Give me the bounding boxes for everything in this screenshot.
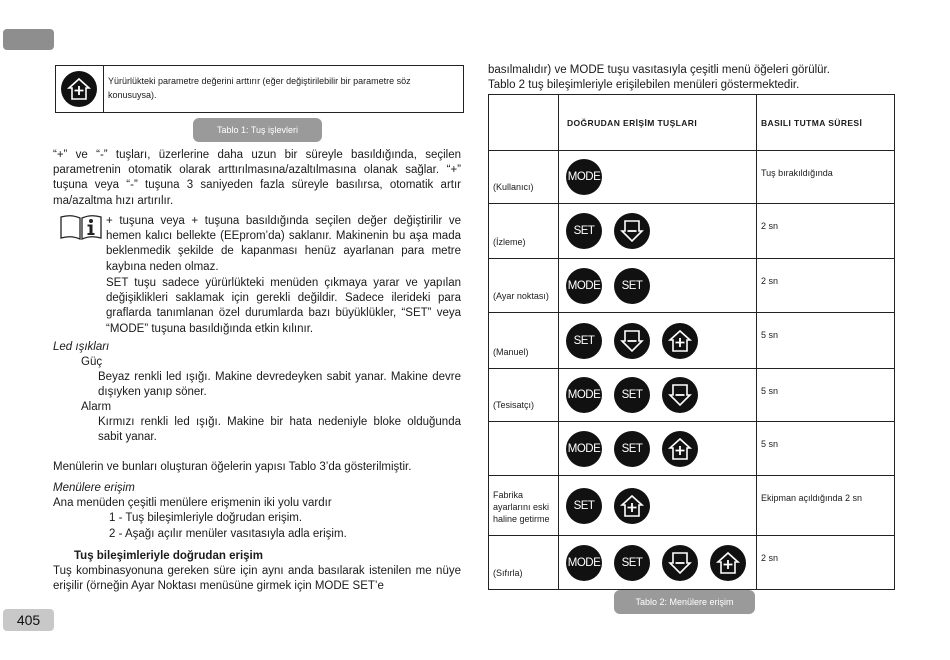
- hold-time: Tuş bırakıldığında: [761, 168, 833, 178]
- menu-label-cell: [489, 476, 559, 536]
- keys-cell: [559, 536, 757, 590]
- set-key-icon: [566, 488, 602, 524]
- hold-time: 2 sn: [761, 553, 779, 563]
- key-text: MODE: [567, 556, 601, 569]
- col-keys-header: DOĞRUDAN ERİŞİM TUŞLARI: [559, 95, 757, 151]
- note-set-paragraph: SET tuşu sadece yürürlükteki menüden çıkmaya yarar ve yapılan değişiklikleri saklamak için gerekli değildir. Sadece ilerideki para graflarda tanımlanan özel durumlarda bazı büyüklükler, “SET” veya “MODE” tuşuna basıldığında etkin kılınır.: [106, 277, 461, 335]
- menu-label: (Ayar noktası): [493, 291, 549, 301]
- info-book-icon: [59, 213, 103, 246]
- hold-time-cell: [757, 476, 895, 536]
- menu-label: Fabrika ayarlarını eski haline getirme: [493, 490, 550, 524]
- set-key-icon: [614, 377, 650, 413]
- menu-label-cell: [489, 151, 559, 204]
- menus-structure-text: Menülerin ve bunları oluşturan öğelerin yapısı Tablo 3’da gösterilmiştir.: [53, 461, 412, 473]
- key-text: MODE: [567, 389, 601, 401]
- key-description-box: [55, 65, 464, 113]
- key-text: MODE: [567, 279, 601, 292]
- hold-time-cell: [757, 313, 895, 369]
- mode-key-icon: [566, 159, 602, 195]
- menu-access-table: [488, 94, 895, 590]
- minus-key-icon: [662, 377, 698, 413]
- menu-label: [493, 465, 554, 475]
- keys-cell: [559, 151, 757, 204]
- menu-label-cell: [489, 536, 559, 590]
- page-number-tab: [3, 609, 54, 631]
- key-icon-cell: [56, 66, 104, 112]
- header-empty-cell: [489, 95, 559, 151]
- power-label: Güç: [81, 356, 103, 368]
- plus-key-icon: [710, 545, 746, 581]
- hold-time-cell: [757, 422, 895, 476]
- key-text: MODE: [567, 171, 601, 183]
- menu-label: (Sıfırla): [493, 568, 523, 578]
- minus-key-icon: [614, 323, 650, 359]
- key-text: SET: [621, 279, 643, 292]
- plus-house-icon: [61, 71, 97, 107]
- right-intro-2: Tablo 2 tuş bileşimleriyle erişilebilen menüleri göstermektedir.: [488, 79, 800, 91]
- keys-cell: [559, 204, 757, 259]
- power-text: Beyaz renkli led ışığı. Makine devredeyken sabit yanar. Makine devre dışıyken yanıp söner.: [98, 371, 461, 399]
- access-option-2: 2 - Aşağı açılır menüler vasıtasıyla adla erişim.: [109, 528, 347, 540]
- hold-time-cell: [757, 204, 895, 259]
- table-row: [489, 536, 895, 590]
- menu-label-cell: [489, 369, 559, 422]
- led-heading: Led ışıkları: [53, 341, 110, 353]
- plus-key-icon: [662, 323, 698, 359]
- keys-cell: [559, 422, 757, 476]
- table-row: [489, 204, 895, 259]
- hold-time-cell: [757, 369, 895, 422]
- hold-time: 2 sn: [761, 221, 779, 231]
- mode-key-icon: [566, 268, 602, 304]
- keys-cell: [559, 259, 757, 313]
- table-row: [489, 151, 895, 204]
- menu-label-cell: [489, 313, 559, 369]
- mode-key-icon: [566, 545, 602, 581]
- key-text: SET: [621, 442, 643, 455]
- keys-cell: [559, 313, 757, 369]
- menu-label-cell: [489, 204, 559, 259]
- key-text: SET: [573, 225, 595, 237]
- table-row: [489, 422, 895, 476]
- mode-key-icon: [566, 431, 602, 467]
- access-heading: Menülere erişim: [53, 482, 135, 494]
- hold-time-cell: [757, 536, 895, 590]
- hold-time: 2 sn: [761, 276, 779, 286]
- key-text: SET: [573, 334, 595, 347]
- hold-time-cell: [757, 151, 895, 204]
- table-row: [489, 369, 895, 422]
- page-number: 405: [16, 612, 41, 628]
- key-description-text: Yürürlükteki parametre değerini arttırır (eğer değiştirilebilir bir parametre söz konusuysa).: [108, 76, 411, 100]
- keys-cell: [559, 476, 757, 536]
- plus-key-icon: [662, 431, 698, 467]
- menu-label-cell: [489, 422, 559, 476]
- alarm-label: Alarm: [81, 401, 112, 413]
- note-eeprom-paragraph: + tuşuna veya + tuşuna basıldığında seçilen değer değiştirilir ve hemen kalıcı bellekte (EEprom’da) saklanır. Makinenin bu aşa mada beklenmedik şekilde de kapanması henüz ayarlanan para metre kaybına neden olmaz.: [106, 215, 461, 273]
- combo-heading: Tuş bileşimleriyle doğrudan erişim: [74, 550, 263, 562]
- table1-caption: Tablo 1: Tuş işlevleri: [193, 118, 322, 142]
- key-text: SET: [573, 499, 595, 512]
- minus-key-icon: [614, 213, 650, 249]
- set-key-icon: [614, 545, 650, 581]
- table-header-row: [489, 95, 895, 151]
- header-tab: [3, 29, 54, 50]
- table2-caption: Tablo 2: Menülere erişim: [614, 590, 755, 614]
- menu-label-cell: [489, 259, 559, 313]
- alarm-text: Kırmızı renkli led ışığı. Makine bir hata nedeniyle bloke olduğunda sabit yanar.: [98, 416, 461, 444]
- hold-time-cell: [757, 259, 895, 313]
- menu-label: (İzleme): [493, 237, 526, 247]
- menu-label: (Kullanıcı): [493, 182, 534, 192]
- set-key-icon: [566, 323, 602, 359]
- right-intro-1: basılmalıdır) ve MODE tuşu vasıtasıyla çeşitli menü öğeleri görülür.: [488, 64, 830, 76]
- key-text: MODE: [567, 442, 601, 455]
- table-row: [489, 313, 895, 369]
- hold-time: 5 sn: [761, 439, 779, 449]
- menu-label: (Tesisatçı): [493, 400, 535, 410]
- hold-time: 5 sn: [761, 330, 779, 340]
- col-time-header: BASILI TUTMA SÜRESİ: [757, 95, 895, 151]
- minus-key-icon: [662, 545, 698, 581]
- set-key-icon: [614, 431, 650, 467]
- menu-label: (Manuel): [493, 347, 529, 357]
- set-key-icon: [614, 268, 650, 304]
- table-row: [489, 259, 895, 313]
- key-text: SET: [621, 389, 643, 401]
- keys-cell: [559, 369, 757, 422]
- combo-paragraph: Tuş kombinasyonuna gereken süre için aynı anda basılarak istenilen me nüye erişilir (örneğin Ayar Noktası menüsüne girmek için MODE SET’e: [53, 565, 461, 593]
- access-intro: Ana menüden çeşitli menülere erişmenin iki yolu vardır: [53, 497, 332, 509]
- hold-time: 5 sn: [761, 386, 779, 396]
- auto-increment-paragraph: “+” ve “-” tuşları, üzerlerine daha uzun bir süreyle basıldığında, seçilen parametrenin otomatik olarak arttırılmasına/azaltılmasına olanak sağlar. “+” tuşuna veya “-” tuşuna 3 saniyeden fazla süreyle basılırsa, otomatik artır ma/azaltma hızı artırılır.: [53, 149, 461, 207]
- plus-key-icon: [614, 488, 650, 524]
- hold-time: Ekipman açıldığında 2 sn: [761, 493, 863, 503]
- key-text: SET: [621, 556, 643, 569]
- access-option-1: 1 - Tuş bileşimleriyle doğrudan erişim.: [109, 512, 303, 524]
- mode-key-icon: [566, 377, 602, 413]
- table-row: [489, 476, 895, 536]
- set-key-icon: [566, 213, 602, 249]
